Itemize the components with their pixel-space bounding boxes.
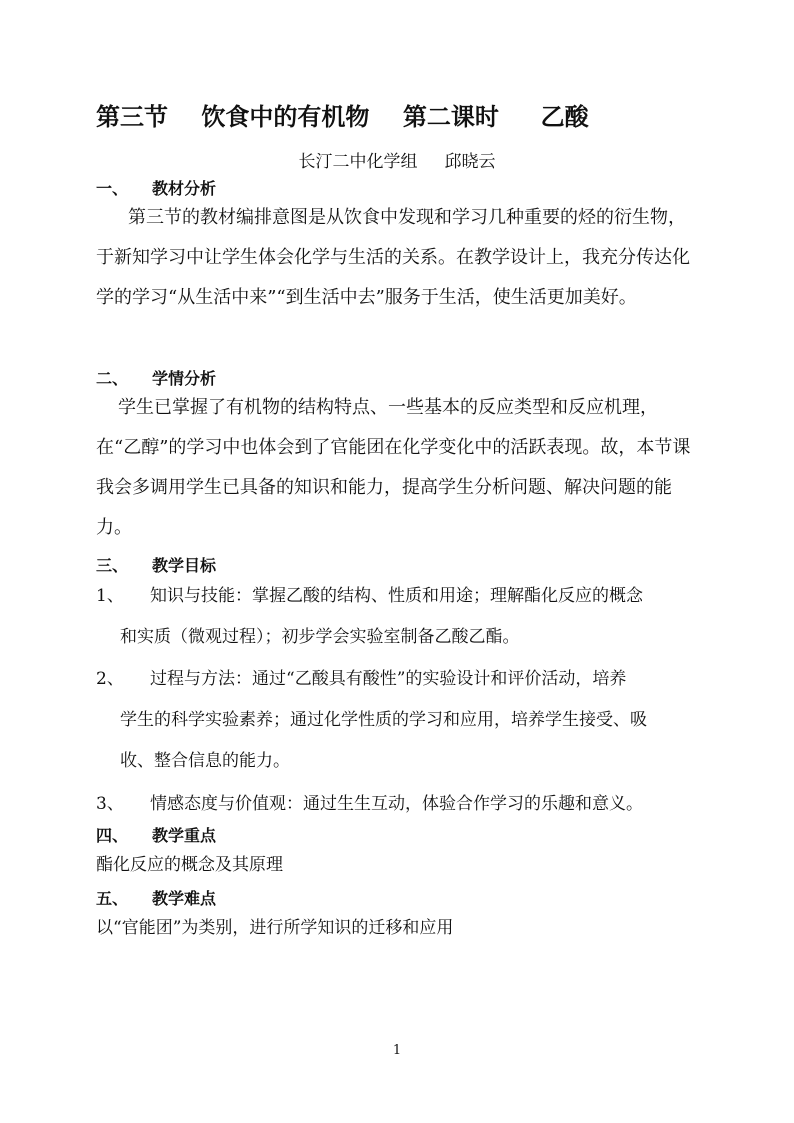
section-number: 二、: [96, 369, 129, 388]
section-heading-4: [96, 825, 216, 847]
section-title: 教学重点: [152, 826, 217, 845]
section-number: 四、: [96, 826, 129, 845]
section-heading-3: [96, 555, 216, 577]
objective-text: 情感态度与价值观：通过生生互动，体验合作学习的乐趣和意义。: [150, 794, 643, 814]
section-number: 三、: [96, 556, 129, 575]
objective-2-continuation: 收、整合信息的能力。: [120, 751, 290, 771]
section-heading-1: [96, 178, 216, 200]
section-number: 五、: [96, 889, 129, 908]
section-body-5: 以“官能团”为类别，进行所学知识的迁移和应用: [96, 918, 454, 938]
page-number: 1: [392, 1043, 402, 1058]
section-number: 一、: [96, 179, 129, 198]
section-heading-5: [96, 888, 216, 910]
objective-number: 1、: [96, 586, 124, 606]
author-line: 长汀二中化学组 邱晓云: [298, 152, 496, 172]
objective-text: 过程与方法：通过“乙酸具有酸性”的实验设计和评价活动，培养: [150, 669, 627, 689]
page-title: 第三节 饮食中的有机物 第二课时 乙酸: [96, 102, 589, 131]
objective-3: [96, 784, 643, 824]
objective-text: 知识与技能：掌握乙酸的结构、性质和用途；理解酯化反应的概念: [150, 586, 643, 606]
objective-2: [96, 659, 626, 699]
section-body-1: 第三节的教材编排意图是从饮食中发现和学习几种重要的烃的衍生物，于新知学习中让学生体会化学与生活的关系。在教学设计上，我充分传达化学的学习“从生活中来”“到生活中去”服务于生活，使生活更加美好。: [96, 207, 690, 308]
objective-1: [96, 576, 643, 616]
section-body-2: 学生已掌握了有机物的结构特点、一些基本的反应类型和反应机理，在“乙醇”的学习中也体会到了官能团在化学变化中的活跃表现。故，本节课我会多调用学生已具备的知识和能力，提高学生分析问题、解决问题的能力。: [96, 397, 691, 538]
section-title: 学情分析: [152, 369, 217, 388]
objective-1-continuation: 和实质（微观过程）；初步学会实验室制备乙酸乙酯。: [120, 627, 520, 647]
section-title: 教学目标: [152, 556, 217, 575]
section-heading-2: [96, 368, 216, 390]
section-title: 教材分析: [152, 179, 217, 198]
objective-number: 2、: [96, 669, 124, 689]
section-body-4: 酯化反应的概念及其原理: [96, 855, 283, 875]
section-title: 教学难点: [152, 889, 217, 908]
objective-number: 3、: [96, 794, 124, 814]
objective-2-continuation: 学生的科学实验素养；通过化学性质的学习和应用，培养学生接受、吸: [120, 710, 647, 730]
